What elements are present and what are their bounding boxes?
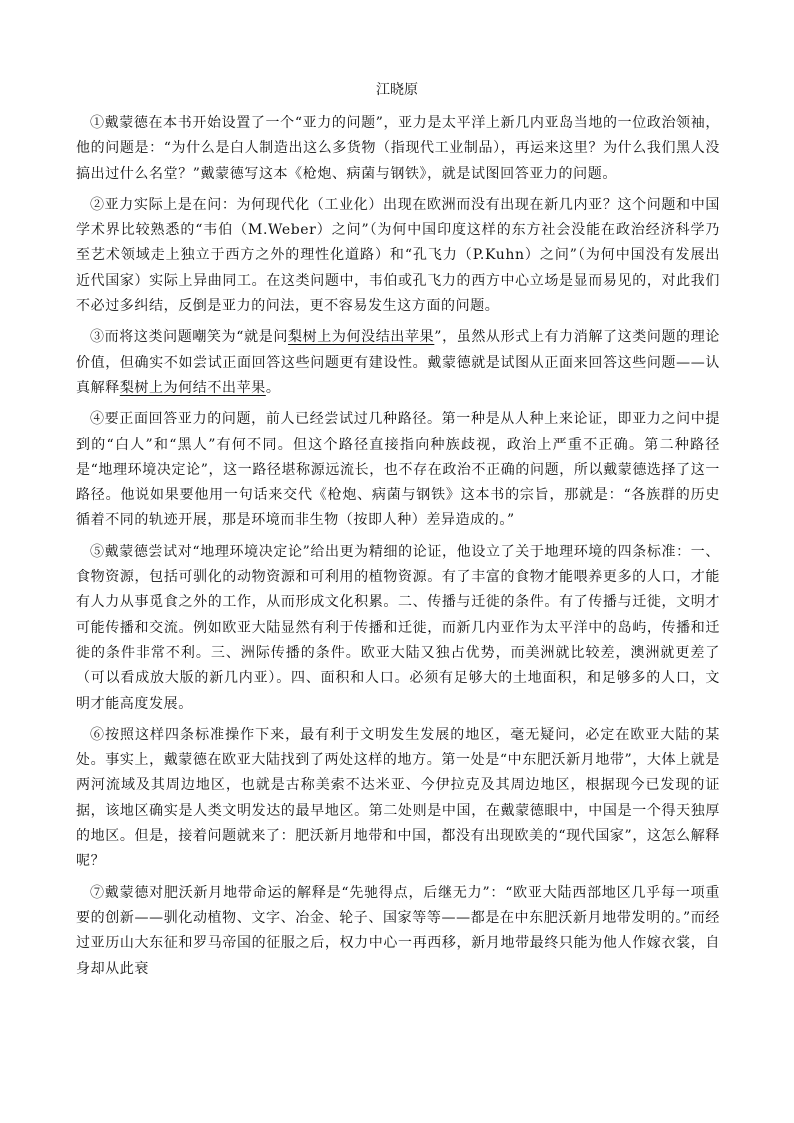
author-name: 江晓原: [376, 82, 418, 98]
paragraph-4: [76, 407, 720, 533]
paragraph-3-text-c: 。: [265, 379, 281, 396]
paragraph-5-text: ⑤戴蒙德尝试对“地理环境决定论”给出更为精细的论证，他设立了关于地理环境的四条标准：一、食物资源，包括可驯化的动物资源和可利用的植物资源。有了丰富的食物才能喂养更多的人口，才能有人力从事觅食之外的工作，从而形成文化积累。二、传播与迁徙的条件。有了传播与迁徙，文明才可能传播和交流。例如欧亚大陆显然有利于传播和迁徙，而新几内亚作为太平洋中的岛屿，传播和迁徙的条件非常不利。三、洲际传播的条件。欧亚大陆又独占优势，而美洲就比较差，澳洲就更差了（可以看成放大版的新几内亚）。四、面积和人口。必须有足够大的土地面积，和足够多的人口，文明才能高度发展。: [76, 543, 720, 712]
paragraph-6: [76, 723, 720, 875]
paragraph-2-text: ②亚力实际上是在问：为何现代化（工业化）出现在欧洲而没有出现在新几内亚？这个问题和中国学术界比较熟悉的“韦伯（M.Weber）之问”（为何中国印度这样的东方社会没能在政治经济科学乃至艺术领域走上独立于西方之外的理性化道路）和“孔飞力（P.Kuhn）之问”（为何中国没有发展出近代国家）实际上异曲同工。在这类问题中，韦伯或孔飞力的西方中心立场是显而易见的，对此我们不必过多纠结，反倒是亚力的问法，更不容易发生这方面的问题。: [76, 196, 720, 315]
paragraph-2: [76, 193, 720, 319]
paragraph-3: [76, 325, 720, 401]
paragraph-1: [76, 111, 720, 187]
paragraph-3-text-b: ”，虽然从形式上有力消解了这类问题的理论价值，但确实不如尝试正面回答这些问题更有建设性。戴蒙德就是试图从正面来回答这些问题——认真解释: [76, 329, 721, 396]
paragraph-7-text: ⑦戴蒙德对肥沃新月地带命运的解释是“先驰得点，后继无力”：“欧亚大陆西部地区几乎每一项重要的创新——驯化动植物、文字、冶金、轮子、国家等等——都是在中东肥沃新月地带发明的。”而经过亚历山大东征和罗马帝国的征服之后，权力中心一再西移，新月地带最终只能为他人作嫁衣裳，自身却从此衰: [76, 884, 720, 977]
paragraph-4-text: ④要正面回答亚力的问题，前人已经尝试过几种路径。第一种是从人种上来论证，即亚力之问中提到的“白人”和“黑人”有何不同。但这个路径直接指向种族歧视，政治上严重不正确。第二种路径是“地理环境决定论”，这一路径堪称源远流长，也不存在政治不正确的问题，所以戴蒙德选择了这一路径。他说如果要他用一句话来交代《枪炮、病菌与钢铁》这本书的宗旨，那就是：“各族群的历史循着不同的轨迹开展，那是环境而非生物（按即人种）差异造成的。”: [76, 411, 720, 529]
paragraph-5: [76, 540, 720, 717]
paragraph-6-text: ⑥按照这样四条标准操作下来，最有利于文明发生发展的地区，毫无疑问，必定在欧亚大陆的某处。事实上，戴蒙德在欧亚大陆找到了两处这样的地方。第一处是“中东肥沃新月地带”，大体上就是两河流域及其周边地区，也就是古称美索不达米亚、今伊拉克及其周边地区，根据现今已发现的证据，该地区确实是人类文明发达的最早地区。第二处则是中国，在戴蒙德眼中，中国是一个得天独厚的地区。但是，接着问题就来了：肥沃新月地带和中国，都没有出现欧美的“现代国家”，这怎么解释呢？: [76, 726, 720, 870]
article-body: [76, 111, 720, 988]
paragraph-1-text: ①戴蒙德在本书开始设置了一个“亚力的问题”，亚力是太平洋上新几内亚岛当地的一位政治领袖，他的问题是：“为什么是白人制造出这么多货物（指现代工业制品），再运来这里？为什么我们黑人没搞出过什么名堂？”戴蒙德写这本《枪炮、病菌与钢铁》，就是试图回答亚力的问题。: [76, 115, 720, 182]
paragraph-3-text-a: ③而将这类问题嘲笑为“就是问: [90, 329, 288, 346]
paragraph-7: [76, 881, 720, 982]
underlined-phrase-pear-tree-1: 梨树上为何没结出苹果: [287, 329, 435, 346]
underlined-phrase-pear-tree-2: 梨树上为何结不出苹果: [119, 379, 266, 396]
